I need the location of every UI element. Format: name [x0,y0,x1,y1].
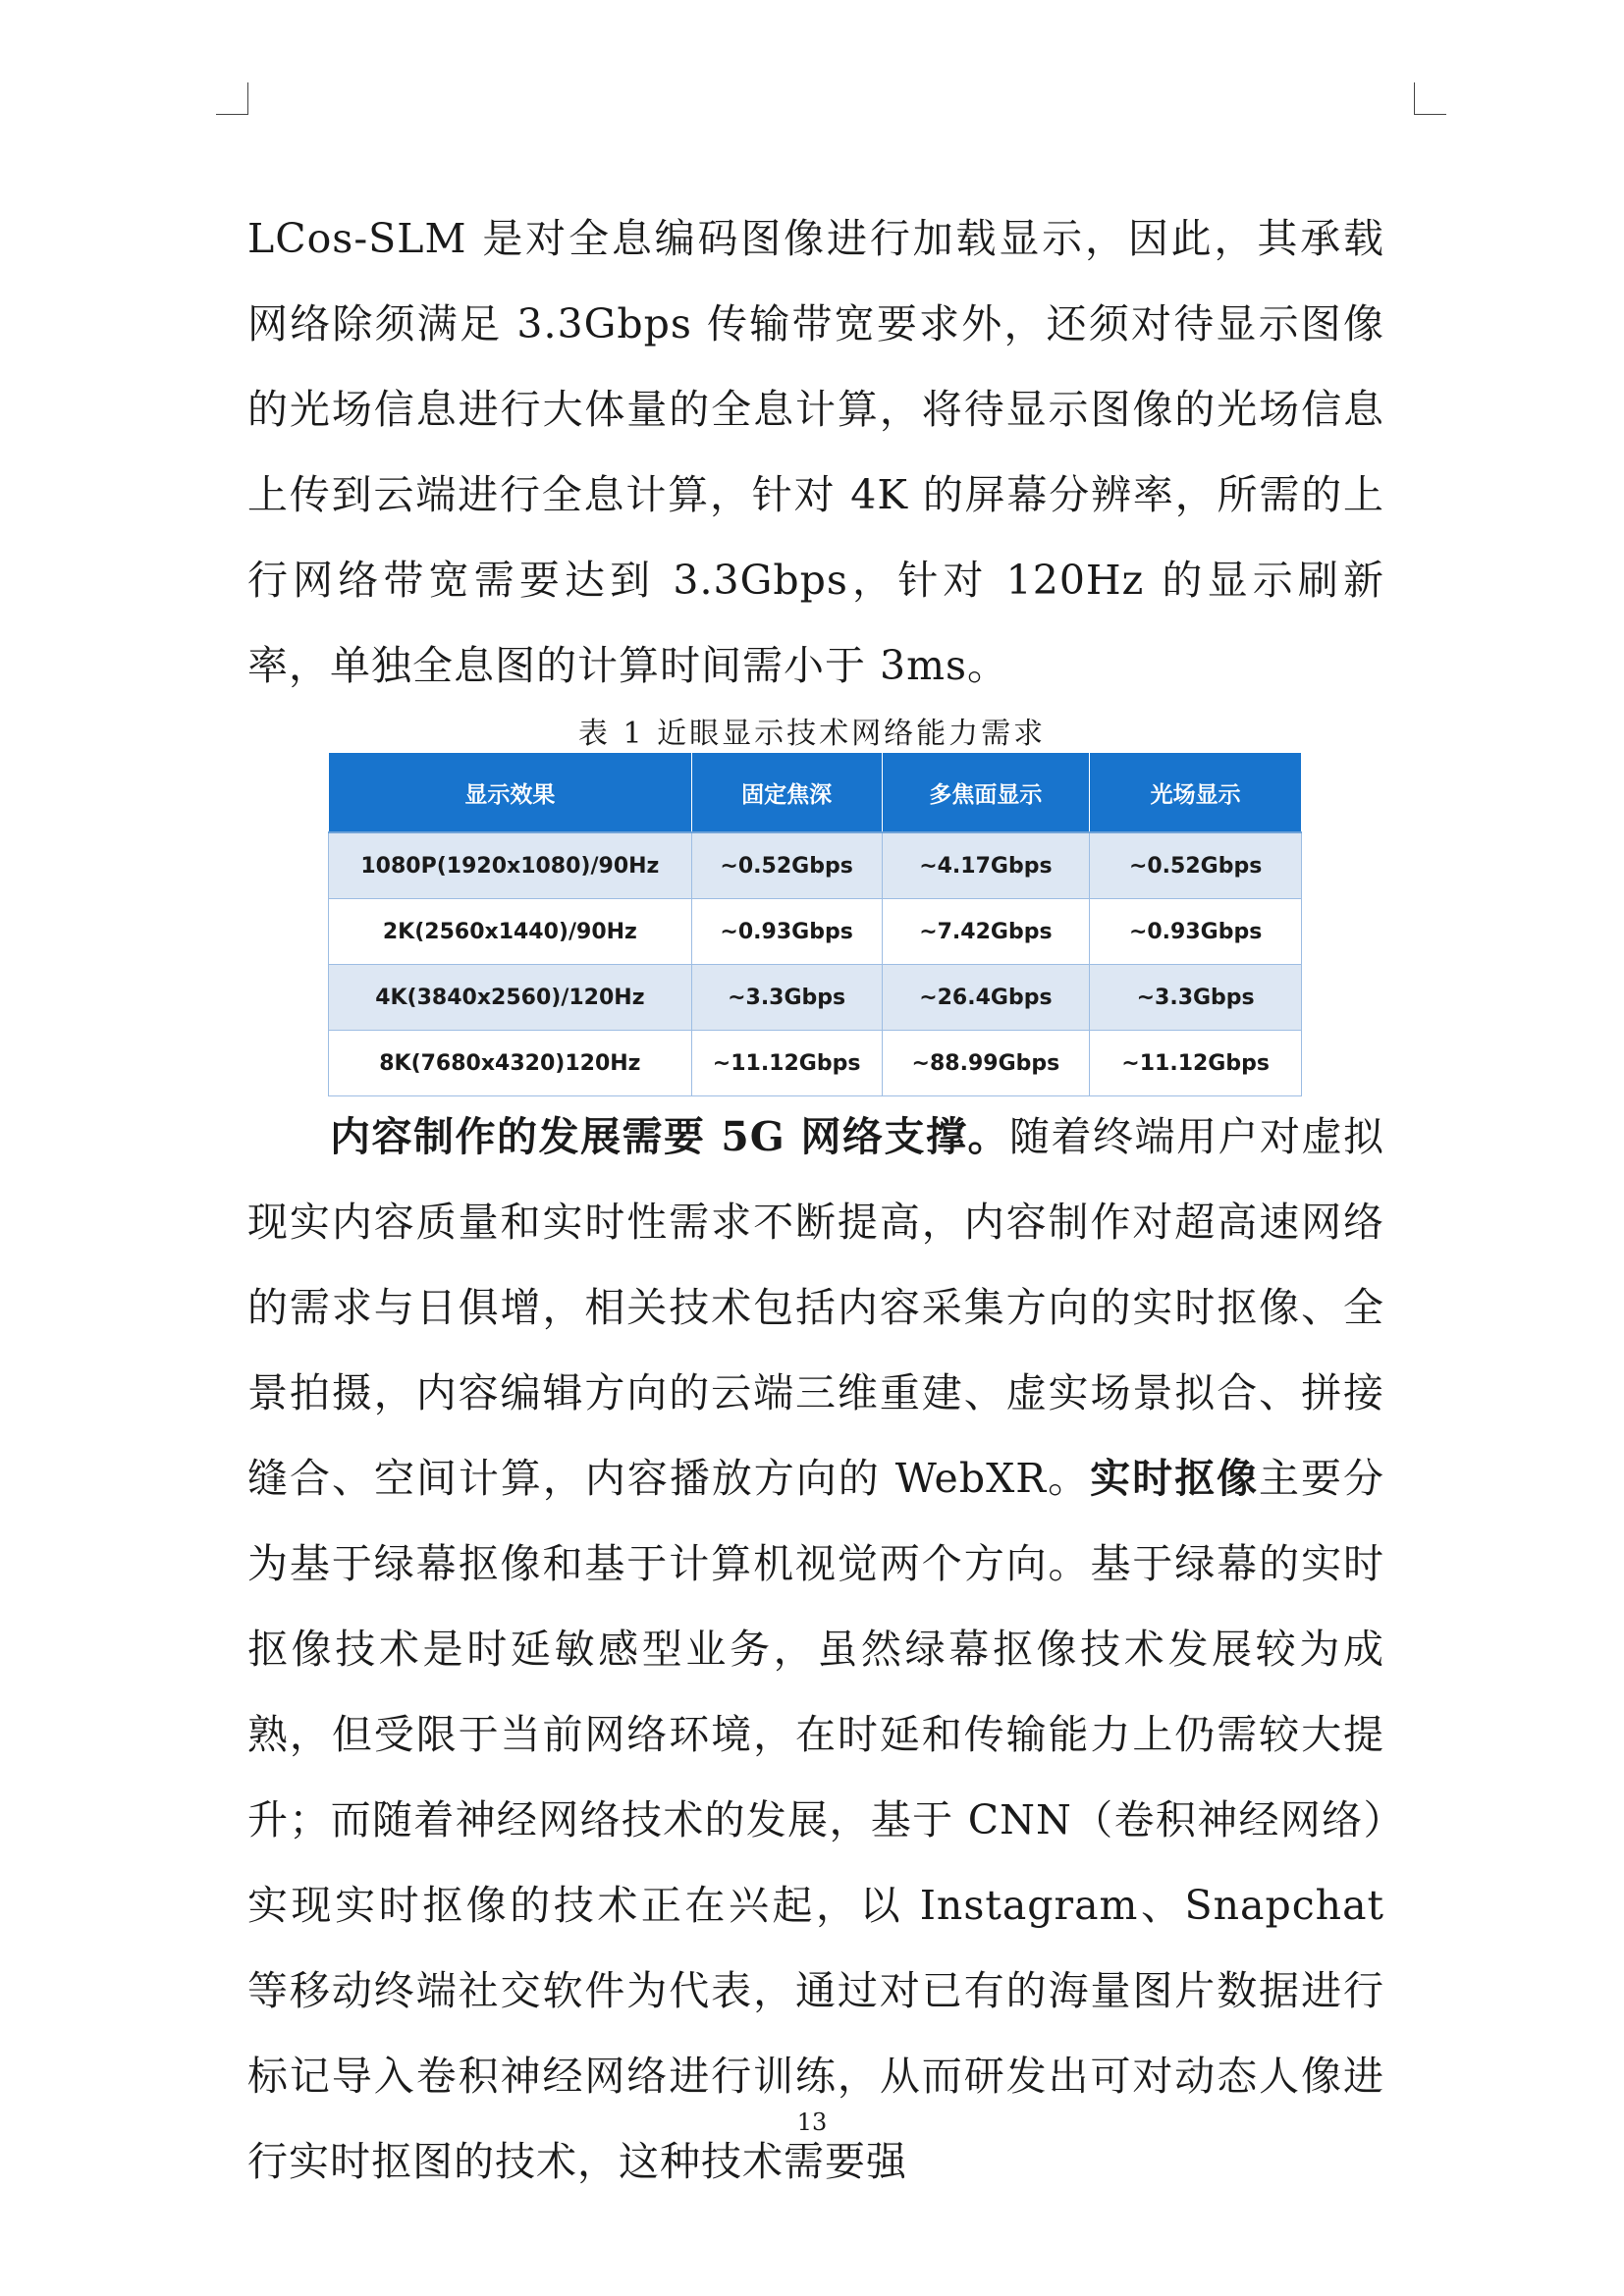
paragraph-2 [247,1095,1384,2205]
table-row [329,1031,1302,1096]
paragraph-2-text-a: 随着终端用户对虚拟现实内容质量和实时性需求不断提高，内容制作对超高速网络的需求与日俱增，相关技术包括内容采集方向的实时抠像、全景拍摄，内容编辑方向的云端三维重建、虚实场景拟合、拼接缝合、空间计算，内容播放方向的 WebXR。 [247,1113,1384,1502]
cell-multifocal: ~88.99Gbps [882,1031,1090,1096]
cell-resolution: 4K(3840x2560)/120Hz [329,965,692,1031]
crop-mark-top-right [1414,82,1446,115]
paragraph-2-mid-bold: 实时抠像 [1090,1455,1260,1502]
table-row [329,899,1302,965]
table-row [329,965,1302,1031]
cell-fixed: ~11.12Gbps [691,1031,882,1096]
cell-resolution: 2K(2560x1440)/90Hz [329,899,692,965]
paragraph-2-lead-bold: 内容制作的发展需要 5G 网络支撑。 [330,1113,1010,1160]
paragraph-2-text-b: 主要分为基于绿幕抠像和基于计算机视觉两个方向。基于绿幕的实时抠像技术是时延敏感型业务，虽然绿幕抠像技术发展较为成熟，但受限于当前网络环境，在时延和传输能力上仍需较大提升；而随着神经网络技术的发展，基于 CNN（卷积神经网络）实现实时抠像的技术正在兴起，以 Instagram、Snapchat 等移动终端社交软件为代表，通过对已有的海量图片数据进行标记导入卷积神经网络进行训练，从而研发出可对动态人像进行实时抠图的技术，这种技术需要强 [247,1455,1384,2185]
header-display-effect: 显示效果 [329,753,692,833]
cell-multifocal: ~26.4Gbps [882,965,1090,1031]
table-row [329,832,1302,899]
cell-fixed: ~3.3Gbps [691,965,882,1031]
cell-fixed: ~0.93Gbps [691,899,882,965]
cell-light-field: ~0.93Gbps [1090,899,1302,965]
header-fixed-focal-depth: 固定焦深 [691,753,882,833]
table-caption: 表 1 近眼显示技术网络能力需求 [577,717,1047,751]
cell-resolution: 8K(7680x4320)120Hz [329,1031,692,1096]
cell-resolution: 1080P(1920x1080)/90Hz [329,832,692,899]
cell-multifocal: ~7.42Gbps [882,899,1090,965]
cell-multifocal: ~4.17Gbps [882,832,1090,899]
table-header-row [329,753,1302,833]
cell-light-field: ~3.3Gbps [1090,965,1302,1031]
header-light-field-display: 光场显示 [1090,753,1302,833]
crop-mark-top-left [216,82,248,115]
cell-fixed: ~0.52Gbps [691,832,882,899]
page-number: 13 [796,2109,828,2136]
header-multifocal-display: 多焦面显示 [882,753,1090,833]
cell-light-field: ~11.12Gbps [1090,1031,1302,1096]
paragraph-1: LCos-SLM 是对全息编码图像进行加载显示，因此，其承载网络除须满足 3.3Gbps 传输带宽要求外，还须对待显示图像的光场信息进行大体量的全息计算，将待显示图像的光场信息上传到云端进行全息计算，针对 4K 的屏幕分辨率，所需的上行网络带宽需要达到 3.3Gbps，针对 120Hz 的显示刷新率，单独全息图的计算时间需小于 3ms。 [247,215,1384,689]
network-requirements-table [328,752,1302,1096]
cell-light-field: ~0.52Gbps [1090,832,1302,899]
